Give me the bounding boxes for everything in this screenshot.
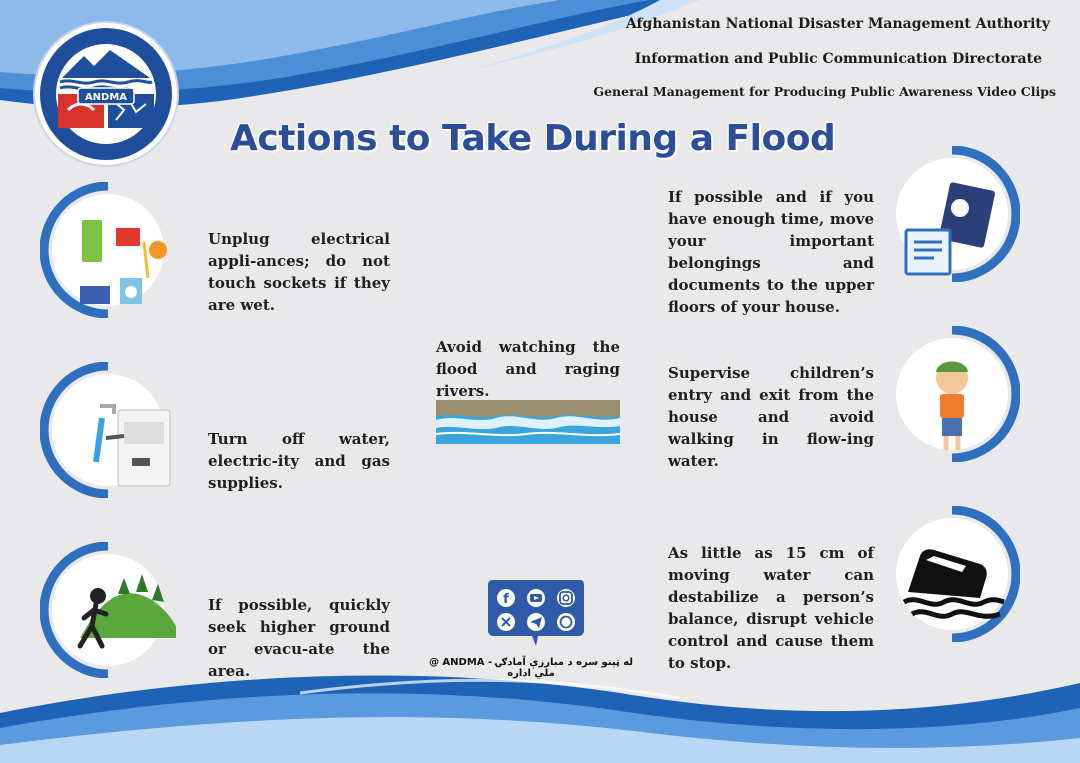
tip-move-belongings: If possible and if you have enough time, move your important belongings and documents to the upper floors of your house. [668, 188, 874, 316]
submerged-car-icon [884, 506, 1020, 642]
appliances-icon [40, 182, 176, 318]
management-name: General Management for Producing Public Awareness Video Clips [593, 84, 1056, 99]
child-icon [884, 326, 1020, 462]
footer-handle: @ ANDMA - له ټپنو سره د مبارزې آمادګۍ ملي اداره [428, 657, 634, 679]
running-person-icon [40, 542, 176, 678]
facebook-icon[interactable] [497, 589, 515, 607]
appliances-ring [40, 182, 176, 318]
instagram-icon[interactable] [557, 589, 575, 607]
tip-supervise-children: Supervise children’s entry and exit from the house and avoid walking in flow-ing water. [668, 364, 874, 470]
utility-panel-icon [40, 362, 176, 498]
tip-moving-water-danger: As little as 15 cm of moving water can destabilize a person’s balance, disrupt vehicle control and cause them to stop. [668, 544, 874, 672]
andma-logo [32, 20, 180, 168]
children-ring [884, 326, 1020, 462]
social-media-panel [486, 578, 586, 648]
whatsapp-icon[interactable] [557, 613, 575, 631]
evacuate-ring [40, 542, 176, 678]
vehicle-ring [884, 506, 1020, 642]
x-icon[interactable] [497, 613, 515, 631]
org-name: Afghanistan National Disaster Management Authority [625, 16, 1050, 32]
directorate-name: Information and Public Communication Directorate [634, 51, 1042, 67]
tip-seek-higher-ground: If possible, quickly seek higher ground or evacu-ate the area. [208, 596, 390, 680]
svg-text:f: f [503, 592, 509, 607]
documents-ring [884, 146, 1020, 282]
logo-abbr: ANDMA [84, 92, 128, 103]
river-flood-icon [436, 400, 620, 444]
youtube-icon[interactable] [527, 589, 545, 607]
passport-documents-icon [884, 146, 1020, 282]
utilities-ring [40, 362, 176, 498]
tip-avoid-watching: Avoid watching the flood and raging rivers. [436, 338, 620, 400]
page-title: Actions to Take During a Flood [230, 118, 836, 159]
tip-turn-off-supplies: Turn off water, electric-ity and gas supplies. [208, 430, 390, 492]
tip-unplug-appliances: Unplug electrical appli-ances; do not touch sockets if they are wet. [208, 230, 390, 314]
telegram-icon[interactable] [527, 613, 545, 631]
